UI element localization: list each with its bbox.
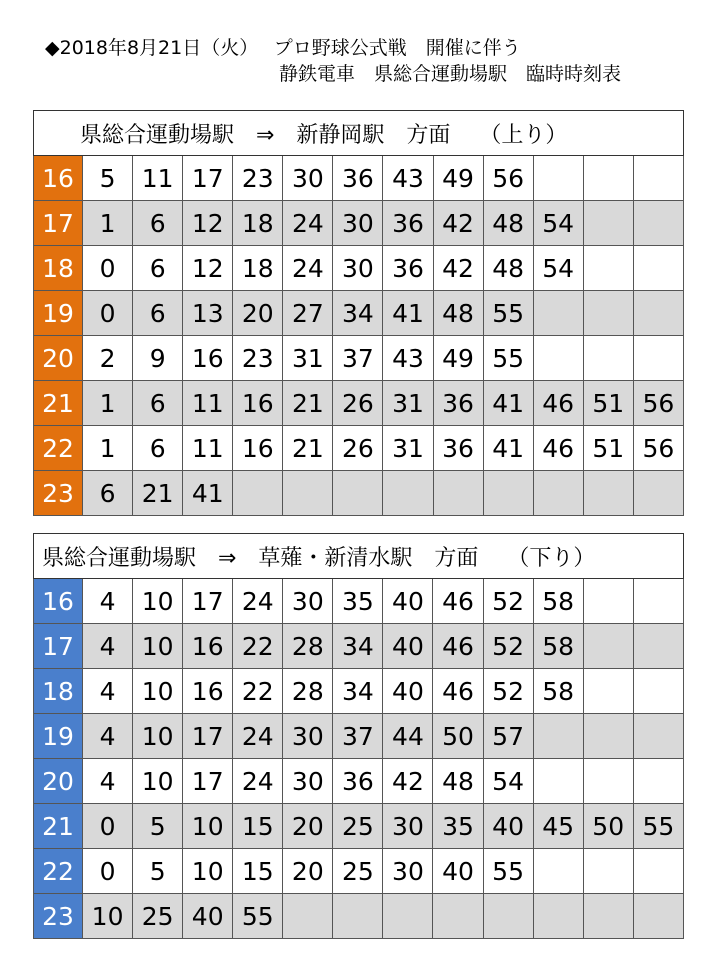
- minute-cell: 12: [183, 246, 233, 291]
- minute-cell: 2: [83, 336, 133, 381]
- minute-cell: 30: [333, 246, 383, 291]
- minute-cell: 6: [133, 246, 183, 291]
- minute-cell: 10: [183, 804, 233, 849]
- minute-cell: 4: [83, 714, 133, 759]
- minute-cell: 41: [183, 471, 233, 516]
- minute-cell: [333, 471, 383, 516]
- minute-cell: 51: [583, 426, 633, 471]
- minute-cell: 35: [333, 579, 383, 624]
- timetable-outbound: [33, 533, 684, 939]
- minute-cell: 46: [433, 624, 483, 669]
- hour-cell: 22: [34, 849, 83, 894]
- header-line-1: ◆2018年8月21日（火） プロ野球公式戦 開催に伴う: [45, 37, 521, 59]
- minute-cell: 54: [533, 246, 583, 291]
- header-line-2: 静鉄電車 県総合運動場駅 臨時時刻表: [279, 63, 622, 85]
- minute-cell: [583, 669, 633, 714]
- minute-cell: 30: [283, 156, 333, 201]
- table-row: [34, 624, 684, 669]
- minute-cell: 42: [433, 201, 483, 246]
- minute-cell: 23: [233, 156, 283, 201]
- hour-cell: 16: [34, 156, 83, 201]
- minute-cell: 17: [183, 156, 233, 201]
- hour-cell: 23: [34, 894, 83, 939]
- minute-cell: 10: [133, 714, 183, 759]
- minute-cell: [483, 471, 533, 516]
- minute-cell: 40: [483, 804, 533, 849]
- minute-cell: 10: [183, 849, 233, 894]
- minute-cell: 20: [283, 849, 333, 894]
- minute-cell: 4: [83, 669, 133, 714]
- minute-cell: [483, 894, 533, 939]
- minute-cell: 36: [333, 156, 383, 201]
- table-row: [34, 714, 684, 759]
- hour-cell: 19: [34, 714, 83, 759]
- minute-cell: 21: [133, 471, 183, 516]
- minute-cell: [633, 624, 683, 669]
- minute-cell: 48: [433, 291, 483, 336]
- minute-cell: 50: [583, 804, 633, 849]
- minute-cell: 31: [383, 426, 433, 471]
- minute-cell: 11: [183, 381, 233, 426]
- minute-cell: 5: [83, 156, 133, 201]
- minute-cell: 30: [283, 714, 333, 759]
- minute-cell: 6: [133, 201, 183, 246]
- minute-cell: 56: [483, 156, 533, 201]
- minute-cell: 6: [133, 291, 183, 336]
- hour-cell: 22: [34, 426, 83, 471]
- minute-cell: [633, 246, 683, 291]
- minute-cell: 36: [333, 759, 383, 804]
- minute-cell: 23: [233, 336, 283, 381]
- minute-cell: [533, 336, 583, 381]
- minute-cell: 6: [133, 381, 183, 426]
- minute-cell: 43: [383, 336, 433, 381]
- minute-cell: 34: [333, 291, 383, 336]
- minute-cell: 30: [383, 804, 433, 849]
- minute-cell: 28: [283, 624, 333, 669]
- minute-cell: [383, 471, 433, 516]
- minute-cell: 43: [383, 156, 433, 201]
- minute-cell: 16: [183, 336, 233, 381]
- minute-cell: 55: [233, 894, 283, 939]
- minute-cell: 17: [183, 759, 233, 804]
- minute-cell: [283, 894, 333, 939]
- minute-cell: 18: [233, 246, 283, 291]
- minute-cell: [583, 624, 633, 669]
- minute-cell: 52: [483, 579, 533, 624]
- minute-cell: [583, 336, 633, 381]
- minute-cell: 35: [433, 804, 483, 849]
- minute-cell: 34: [333, 669, 383, 714]
- minute-cell: 24: [233, 579, 283, 624]
- minute-cell: 48: [483, 246, 533, 291]
- minute-cell: 10: [83, 894, 133, 939]
- minute-cell: 36: [433, 381, 483, 426]
- minute-cell: 22: [233, 624, 283, 669]
- minute-cell: 42: [383, 759, 433, 804]
- minute-cell: 10: [133, 579, 183, 624]
- minute-cell: [283, 471, 333, 516]
- minute-cell: 55: [483, 336, 533, 381]
- minute-cell: 45: [533, 804, 583, 849]
- minute-cell: 46: [533, 426, 583, 471]
- minute-cell: 41: [383, 291, 433, 336]
- minute-cell: [633, 156, 683, 201]
- minute-cell: 30: [383, 849, 433, 894]
- hour-cell: 18: [34, 246, 83, 291]
- minute-cell: 56: [633, 426, 683, 471]
- minute-cell: [583, 849, 633, 894]
- minute-cell: [583, 471, 633, 516]
- minute-cell: 58: [533, 669, 583, 714]
- minute-cell: [383, 894, 433, 939]
- minute-cell: 16: [183, 669, 233, 714]
- minute-cell: 50: [433, 714, 483, 759]
- minute-cell: 24: [283, 201, 333, 246]
- minute-cell: [533, 714, 583, 759]
- minute-cell: 40: [383, 579, 433, 624]
- minute-cell: [533, 759, 583, 804]
- minute-cell: [433, 894, 483, 939]
- minute-cell: 46: [433, 579, 483, 624]
- minute-cell: [533, 894, 583, 939]
- minute-cell: 4: [83, 759, 133, 804]
- minute-cell: [633, 759, 683, 804]
- minute-cell: [433, 471, 483, 516]
- minute-cell: 4: [83, 624, 133, 669]
- timetable-title: 県総合運動場駅 ⇒ 新静岡駅 方面 （上り）: [34, 111, 684, 156]
- minute-cell: 28: [283, 669, 333, 714]
- minute-cell: [233, 471, 283, 516]
- hour-cell: 20: [34, 759, 83, 804]
- minute-cell: 0: [83, 804, 133, 849]
- minute-cell: 37: [333, 714, 383, 759]
- table-row: [34, 381, 684, 426]
- minute-cell: 56: [633, 381, 683, 426]
- minute-cell: 11: [133, 156, 183, 201]
- minute-cell: 36: [383, 201, 433, 246]
- minute-cell: 12: [183, 201, 233, 246]
- minute-cell: 1: [83, 381, 133, 426]
- minute-cell: 31: [383, 381, 433, 426]
- minute-cell: 16: [233, 426, 283, 471]
- table-row: [34, 246, 684, 291]
- minute-cell: 44: [383, 714, 433, 759]
- minute-cell: 54: [533, 201, 583, 246]
- minute-cell: 54: [483, 759, 533, 804]
- minute-cell: 0: [83, 291, 133, 336]
- minute-cell: [583, 579, 633, 624]
- minute-cell: 11: [183, 426, 233, 471]
- minute-cell: [633, 471, 683, 516]
- minute-cell: 21: [283, 426, 333, 471]
- minute-cell: 16: [233, 381, 283, 426]
- minute-cell: 57: [483, 714, 533, 759]
- timetable-title: 県総合運動場駅 ⇒ 草薙・新清水駅 方面 （下り）: [34, 534, 684, 579]
- minute-cell: 1: [83, 201, 133, 246]
- minute-cell: [583, 246, 633, 291]
- minute-cell: 13: [183, 291, 233, 336]
- minute-cell: 24: [233, 759, 283, 804]
- minute-cell: 10: [133, 669, 183, 714]
- minute-cell: [633, 291, 683, 336]
- minute-cell: [633, 579, 683, 624]
- minute-cell: [633, 894, 683, 939]
- minute-cell: [633, 201, 683, 246]
- minute-cell: 40: [183, 894, 233, 939]
- minute-cell: 27: [283, 291, 333, 336]
- minute-cell: 25: [133, 894, 183, 939]
- hour-cell: 18: [34, 669, 83, 714]
- minute-cell: 6: [133, 426, 183, 471]
- minute-cell: 40: [383, 669, 433, 714]
- table-row: [34, 426, 684, 471]
- minute-cell: [533, 291, 583, 336]
- minute-cell: 17: [183, 714, 233, 759]
- minute-cell: 10: [133, 759, 183, 804]
- minute-cell: 26: [333, 381, 383, 426]
- minute-cell: 20: [233, 291, 283, 336]
- minute-cell: 21: [283, 381, 333, 426]
- minute-cell: [633, 336, 683, 381]
- minute-cell: [333, 894, 383, 939]
- minute-cell: 36: [383, 246, 433, 291]
- minute-cell: 41: [483, 381, 533, 426]
- minute-cell: 46: [533, 381, 583, 426]
- minute-cell: 31: [283, 336, 333, 381]
- minute-cell: [533, 849, 583, 894]
- minute-cell: 55: [483, 849, 533, 894]
- minute-cell: [583, 291, 633, 336]
- minute-cell: 51: [583, 381, 633, 426]
- table-row: [34, 849, 684, 894]
- minute-cell: 46: [433, 669, 483, 714]
- minute-cell: 52: [483, 669, 533, 714]
- minute-cell: 40: [383, 624, 433, 669]
- table-row: [34, 669, 684, 714]
- minute-cell: 0: [83, 849, 133, 894]
- table-row: [34, 759, 684, 804]
- table-row: [34, 894, 684, 939]
- minute-cell: 16: [183, 624, 233, 669]
- minute-cell: 58: [533, 624, 583, 669]
- minute-cell: 30: [333, 201, 383, 246]
- minute-cell: 10: [133, 624, 183, 669]
- table-row: [34, 156, 684, 201]
- minute-cell: 34: [333, 624, 383, 669]
- minute-cell: [583, 759, 633, 804]
- table-row: [34, 579, 684, 624]
- minute-cell: 22: [233, 669, 283, 714]
- minute-cell: 18: [233, 201, 283, 246]
- minute-cell: 48: [433, 759, 483, 804]
- minute-cell: [583, 156, 633, 201]
- minute-cell: [633, 849, 683, 894]
- hour-cell: 16: [34, 579, 83, 624]
- hour-cell: 17: [34, 201, 83, 246]
- table-row: [34, 201, 684, 246]
- hour-cell: 17: [34, 624, 83, 669]
- minute-cell: [633, 714, 683, 759]
- hour-cell: 20: [34, 336, 83, 381]
- minute-cell: 6: [83, 471, 133, 516]
- table-row: [34, 804, 684, 849]
- minute-cell: 5: [133, 804, 183, 849]
- minute-cell: 30: [283, 759, 333, 804]
- minute-cell: 0: [83, 246, 133, 291]
- minute-cell: 26: [333, 426, 383, 471]
- hour-cell: 21: [34, 804, 83, 849]
- minute-cell: [533, 156, 583, 201]
- minute-cell: [583, 714, 633, 759]
- minute-cell: 58: [533, 579, 583, 624]
- hour-cell: 19: [34, 291, 83, 336]
- minute-cell: 55: [633, 804, 683, 849]
- minute-cell: 37: [333, 336, 383, 381]
- minute-cell: 48: [483, 201, 533, 246]
- minute-cell: 15: [233, 849, 283, 894]
- timetable-inbound: [33, 110, 684, 516]
- minute-cell: 49: [433, 156, 483, 201]
- minute-cell: 20: [283, 804, 333, 849]
- minute-cell: 40: [433, 849, 483, 894]
- minute-cell: 24: [283, 246, 333, 291]
- minute-cell: [583, 201, 633, 246]
- minute-cell: 25: [333, 849, 383, 894]
- minute-cell: 36: [433, 426, 483, 471]
- minute-cell: 9: [133, 336, 183, 381]
- minute-cell: 55: [483, 291, 533, 336]
- table-row: [34, 291, 684, 336]
- minute-cell: 41: [483, 426, 533, 471]
- minute-cell: [633, 669, 683, 714]
- minute-cell: 52: [483, 624, 533, 669]
- table-row: [34, 336, 684, 381]
- minute-cell: 15: [233, 804, 283, 849]
- hour-cell: 21: [34, 381, 83, 426]
- minute-cell: 1: [83, 426, 133, 471]
- minute-cell: 25: [333, 804, 383, 849]
- minute-cell: 5: [133, 849, 183, 894]
- minute-cell: [533, 471, 583, 516]
- minute-cell: 42: [433, 246, 483, 291]
- table-row: [34, 471, 684, 516]
- minute-cell: 4: [83, 579, 133, 624]
- hour-cell: 23: [34, 471, 83, 516]
- minute-cell: 17: [183, 579, 233, 624]
- minute-cell: 24: [233, 714, 283, 759]
- minute-cell: 49: [433, 336, 483, 381]
- minute-cell: [583, 894, 633, 939]
- minute-cell: 30: [283, 579, 333, 624]
